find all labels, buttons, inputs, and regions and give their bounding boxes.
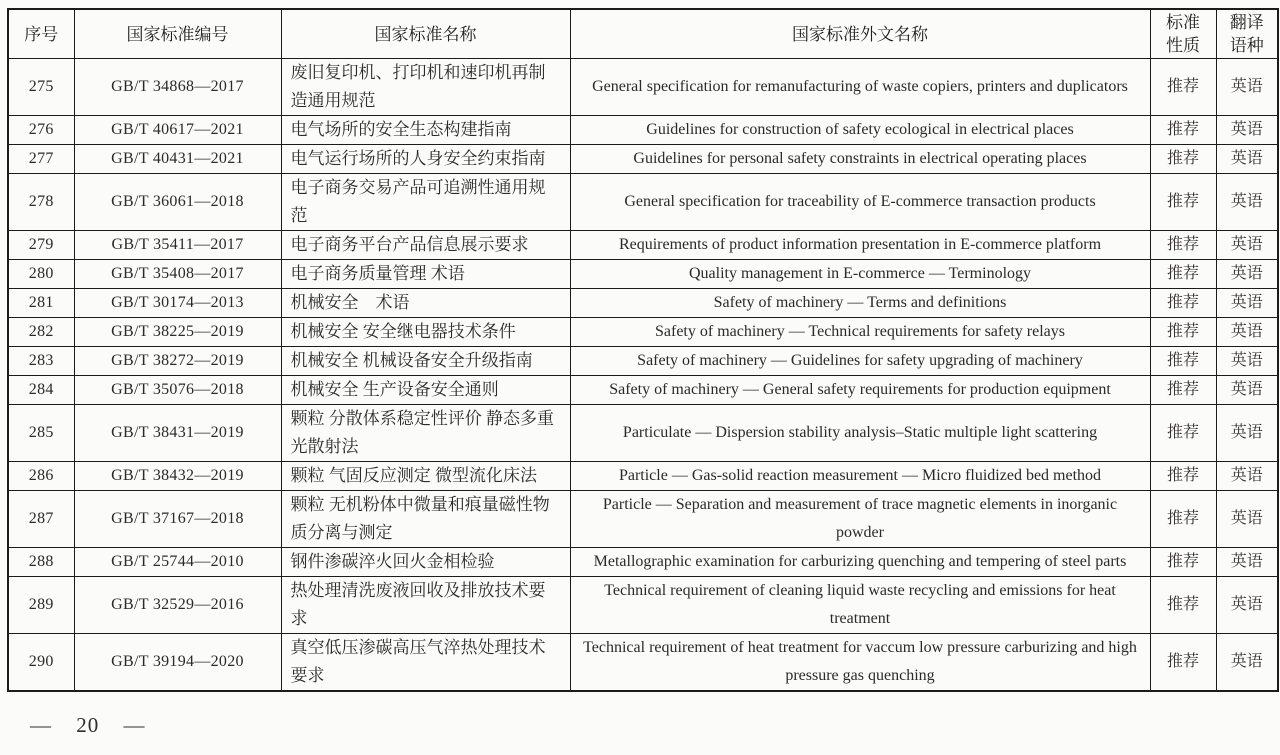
cell-serial-number: 275 bbox=[8, 59, 74, 116]
cell-serial-number: 285 bbox=[8, 405, 74, 462]
table-row bbox=[8, 231, 1278, 260]
table-row bbox=[8, 347, 1278, 376]
cell-standard-name-zh: 机械安全 安全继电器技术条件 bbox=[281, 318, 570, 347]
table-row bbox=[8, 260, 1278, 289]
cell-serial-number: 276 bbox=[8, 116, 74, 145]
cell-standard-name-zh: 颗粒 分散体系稳定性评价 静态多重光散射法 bbox=[281, 405, 570, 462]
cell-translation-language: 英语 bbox=[1216, 145, 1278, 174]
cell-translation-language: 英语 bbox=[1216, 577, 1278, 634]
table-header-row bbox=[8, 9, 1278, 59]
cell-standard-code: GB/T 25744—2010 bbox=[74, 548, 281, 577]
cell-standard-code: GB/T 38432—2019 bbox=[74, 462, 281, 491]
cell-standard-name-en: Quality management in E-commerce — Terminology bbox=[570, 260, 1150, 289]
cell-serial-number: 279 bbox=[8, 231, 74, 260]
header-standard-name-en: 国家标准外文名称 bbox=[570, 9, 1150, 59]
cell-standard-code: GB/T 40431—2021 bbox=[74, 145, 281, 174]
cell-standard-name-zh: 热处理清洗废液回收及排放技术要求 bbox=[281, 577, 570, 634]
cell-standard-code: GB/T 38431—2019 bbox=[74, 405, 281, 462]
cell-standard-nature: 推荐 bbox=[1150, 174, 1216, 231]
cell-translation-language: 英语 bbox=[1216, 462, 1278, 491]
header-translation-language bbox=[1216, 9, 1278, 59]
table-row bbox=[8, 59, 1278, 116]
header-standard-nature-line1: 标准 bbox=[1166, 13, 1200, 32]
table-row bbox=[8, 405, 1278, 462]
cell-standard-name-en: Safety of machinery — General safety requirements for production equipment bbox=[570, 376, 1150, 405]
cell-standard-name-en: Guidelines for construction of safety ecological in electrical places bbox=[570, 116, 1150, 145]
table-row bbox=[8, 634, 1278, 692]
cell-translation-language: 英语 bbox=[1216, 405, 1278, 462]
header-standard-code: 国家标准编号 bbox=[74, 9, 281, 59]
cell-standard-code: GB/T 35411—2017 bbox=[74, 231, 281, 260]
cell-translation-language: 英语 bbox=[1216, 59, 1278, 116]
cell-translation-language: 英语 bbox=[1216, 231, 1278, 260]
cell-translation-language: 英语 bbox=[1216, 174, 1278, 231]
cell-serial-number: 278 bbox=[8, 174, 74, 231]
cell-standard-name-zh: 真空低压渗碳高压气淬热处理技术要求 bbox=[281, 634, 570, 692]
cell-standard-name-en: Guidelines for personal safety constraints in electrical operating places bbox=[570, 145, 1150, 174]
cell-standard-code: GB/T 35408—2017 bbox=[74, 260, 281, 289]
cell-standard-nature: 推荐 bbox=[1150, 59, 1216, 116]
cell-standard-nature: 推荐 bbox=[1150, 145, 1216, 174]
cell-standard-nature: 推荐 bbox=[1150, 491, 1216, 548]
header-standard-nature-line2: 性质 bbox=[1166, 36, 1200, 55]
cell-standard-name-en: Particle — Gas-solid reaction measurement — Micro fluidized bed method bbox=[570, 462, 1150, 491]
cell-standard-code: GB/T 35076—2018 bbox=[74, 376, 281, 405]
cell-standard-nature: 推荐 bbox=[1150, 548, 1216, 577]
cell-standard-code: GB/T 38225—2019 bbox=[74, 318, 281, 347]
cell-standard-name-en: Technical requirement of heat treatment for vaccum low pressure carburizing and high pressure gas quenching bbox=[570, 634, 1150, 692]
cell-standard-name-en: General specification for remanufacturing of waste copiers, printers and duplicators bbox=[570, 59, 1150, 116]
cell-serial-number: 286 bbox=[8, 462, 74, 491]
cell-serial-number: 284 bbox=[8, 376, 74, 405]
cell-standard-nature: 推荐 bbox=[1150, 116, 1216, 145]
table-row bbox=[8, 577, 1278, 634]
cell-standard-name-zh: 颗粒 气固反应测定 微型流化床法 bbox=[281, 462, 570, 491]
cell-serial-number: 289 bbox=[8, 577, 74, 634]
page-number: — 20 — bbox=[30, 713, 146, 737]
cell-standard-nature: 推荐 bbox=[1150, 289, 1216, 318]
table-row bbox=[8, 145, 1278, 174]
cell-standard-nature: 推荐 bbox=[1150, 462, 1216, 491]
cell-standard-code: GB/T 40617—2021 bbox=[74, 116, 281, 145]
cell-standard-name-zh: 颗粒 无机粉体中微量和痕量磁性物质分离与测定 bbox=[281, 491, 570, 548]
cell-standard-name-zh: 电子商务质量管理 术语 bbox=[281, 260, 570, 289]
cell-serial-number: 290 bbox=[8, 634, 74, 692]
header-standard-name-zh: 国家标准名称 bbox=[281, 9, 570, 59]
table-row bbox=[8, 462, 1278, 491]
cell-standard-name-zh: 钢件渗碳淬火回火金相检验 bbox=[281, 548, 570, 577]
table-body bbox=[8, 59, 1278, 692]
cell-translation-language: 英语 bbox=[1216, 347, 1278, 376]
cell-standard-code: GB/T 30174—2013 bbox=[74, 289, 281, 318]
cell-standard-name-zh: 电子商务平台产品信息展示要求 bbox=[281, 231, 570, 260]
table-row bbox=[8, 318, 1278, 347]
cell-translation-language: 英语 bbox=[1216, 491, 1278, 548]
cell-standard-name-zh: 电气场所的安全生态构建指南 bbox=[281, 116, 570, 145]
cell-standard-name-zh: 电气运行场所的人身安全约束指南 bbox=[281, 145, 570, 174]
header-translation-language-line2: 语种 bbox=[1229, 36, 1264, 55]
table-row bbox=[8, 491, 1278, 548]
table-row bbox=[8, 116, 1278, 145]
cell-standard-code: GB/T 32529—2016 bbox=[74, 577, 281, 634]
cell-serial-number: 288 bbox=[8, 548, 74, 577]
cell-standard-nature: 推荐 bbox=[1150, 318, 1216, 347]
cell-standard-name-en: Safety of machinery — Guidelines for safety upgrading of machinery bbox=[570, 347, 1150, 376]
cell-standard-name-zh: 电子商务交易产品可追溯性通用规范 bbox=[281, 174, 570, 231]
cell-standard-nature: 推荐 bbox=[1150, 405, 1216, 462]
cell-translation-language: 英语 bbox=[1216, 634, 1278, 692]
cell-serial-number: 287 bbox=[8, 491, 74, 548]
cell-standard-name-en: Safety of machinery — Terms and definitions bbox=[570, 289, 1150, 318]
cell-serial-number: 277 bbox=[8, 145, 74, 174]
cell-standard-nature: 推荐 bbox=[1150, 347, 1216, 376]
table-row bbox=[8, 289, 1278, 318]
cell-translation-language: 英语 bbox=[1216, 376, 1278, 405]
cell-serial-number: 280 bbox=[8, 260, 74, 289]
cell-standard-code: GB/T 39194—2020 bbox=[74, 634, 281, 692]
cell-standard-name-zh: 机械安全 生产设备安全通则 bbox=[281, 376, 570, 405]
cell-standard-name-zh: 机械安全 机械设备安全升级指南 bbox=[281, 347, 570, 376]
cell-translation-language: 英语 bbox=[1216, 318, 1278, 347]
cell-standard-nature: 推荐 bbox=[1150, 634, 1216, 692]
cell-translation-language: 英语 bbox=[1216, 548, 1278, 577]
national-standards-table bbox=[7, 8, 1279, 692]
cell-standard-code: GB/T 36061—2018 bbox=[74, 174, 281, 231]
table-row bbox=[8, 548, 1278, 577]
cell-standard-code: GB/T 38272—2019 bbox=[74, 347, 281, 376]
cell-standard-name-en: Particle — Separation and measurement of trace magnetic elements in inorganic powder bbox=[570, 491, 1150, 548]
header-translation-language-line1: 翻译 bbox=[1229, 13, 1264, 32]
table-row bbox=[8, 376, 1278, 405]
cell-standard-nature: 推荐 bbox=[1150, 260, 1216, 289]
cell-standard-nature: 推荐 bbox=[1150, 231, 1216, 260]
header-standard-nature bbox=[1150, 9, 1216, 59]
table-row bbox=[8, 174, 1278, 231]
cell-standard-name-en: Particulate — Dispersion stability analysis–Static multiple light scattering bbox=[570, 405, 1150, 462]
cell-standard-nature: 推荐 bbox=[1150, 577, 1216, 634]
cell-serial-number: 281 bbox=[8, 289, 74, 318]
cell-standard-name-zh: 机械安全 术语 bbox=[281, 289, 570, 318]
cell-serial-number: 283 bbox=[8, 347, 74, 376]
table-header bbox=[8, 9, 1278, 59]
cell-translation-language: 英语 bbox=[1216, 260, 1278, 289]
cell-standard-name-en: Requirements of product information presentation in E-commerce platform bbox=[570, 231, 1150, 260]
cell-standard-code: GB/T 37167—2018 bbox=[74, 491, 281, 548]
cell-standard-name-en: General specification for traceability of E-commerce transaction products bbox=[570, 174, 1150, 231]
cell-standard-code: GB/T 34868—2017 bbox=[74, 59, 281, 116]
cell-standard-name-zh: 废旧复印机、打印机和速印机再制造通用规范 bbox=[281, 59, 570, 116]
cell-translation-language: 英语 bbox=[1216, 116, 1278, 145]
cell-standard-name-en: Technical requirement of cleaning liquid waste recycling and emissions for heat treatment bbox=[570, 577, 1150, 634]
cell-translation-language: 英语 bbox=[1216, 289, 1278, 318]
cell-standard-name-en: Metallographic examination for carburizing quenching and tempering of steel parts bbox=[570, 548, 1150, 577]
header-serial-number: 序号 bbox=[8, 9, 74, 59]
cell-standard-name-en: Safety of machinery — Technical requirements for safety relays bbox=[570, 318, 1150, 347]
cell-serial-number: 282 bbox=[8, 318, 74, 347]
cell-standard-nature: 推荐 bbox=[1150, 376, 1216, 405]
